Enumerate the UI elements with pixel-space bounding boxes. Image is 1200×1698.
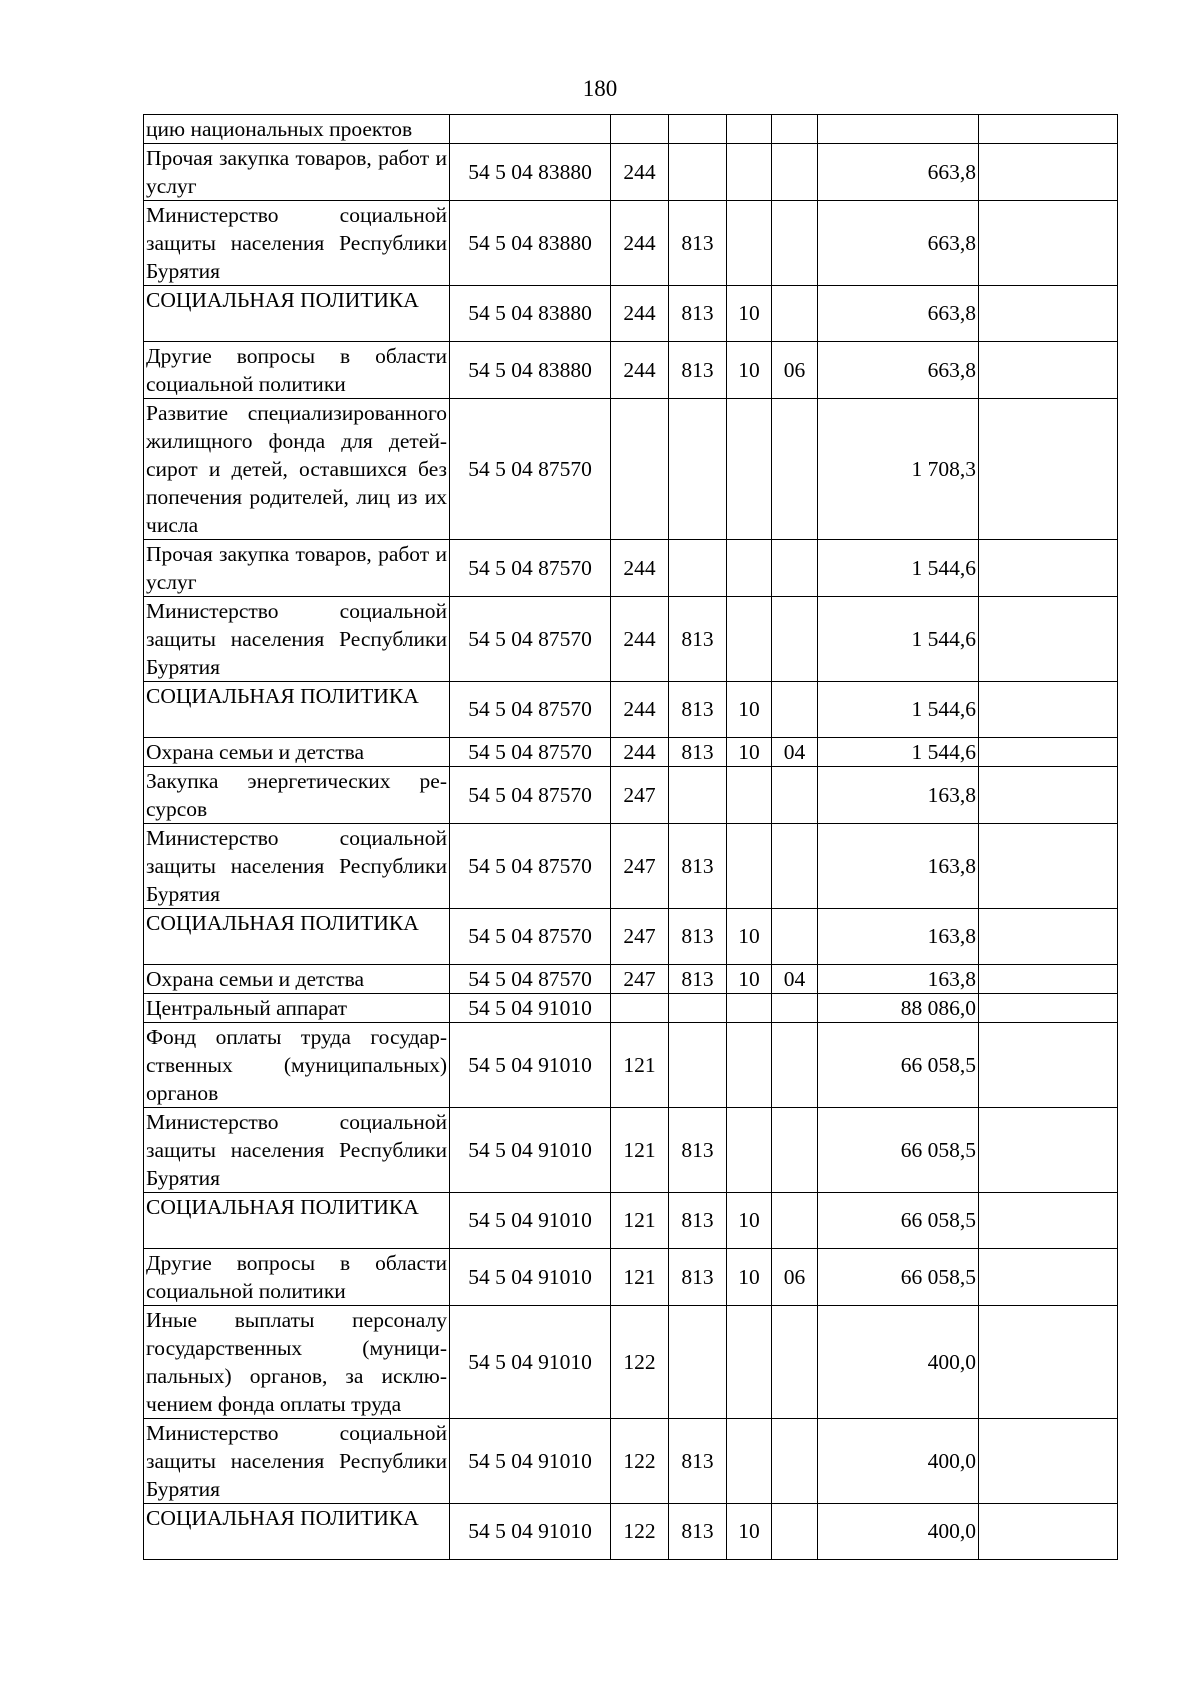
cell-extra [979, 1023, 1118, 1108]
cell-name: СОЦИАЛЬНАЯ ПОЛИТИКА [144, 286, 450, 342]
cell-pr [772, 115, 818, 144]
cell-sum: 1 544,6 [818, 682, 979, 738]
cell-code: 54 5 04 87570 [450, 597, 611, 682]
cell-name: Министерство социальной защиты населения Республики Бурятия [144, 201, 450, 286]
cell-extra [979, 540, 1118, 597]
table-body [144, 115, 1118, 1560]
cell-code: 54 5 04 87570 [450, 965, 611, 994]
cell-pr [772, 1193, 818, 1249]
cell-ved [669, 1023, 727, 1108]
cell-vr [611, 115, 669, 144]
cell-extra [979, 1108, 1118, 1193]
table-row [144, 1193, 1118, 1249]
table-row [144, 115, 1118, 144]
cell-name: Фонд оплаты труда государственных (муниципальных) органов [144, 1023, 450, 1108]
cell-vr: 244 [611, 342, 669, 399]
cell-ved [669, 144, 727, 201]
cell-code: 54 5 04 87570 [450, 540, 611, 597]
cell-sum: 66 058,5 [818, 1193, 979, 1249]
cell-sum: 88 086,0 [818, 994, 979, 1023]
cell-ved: 813 [669, 1249, 727, 1306]
cell-sum: 1 708,3 [818, 399, 979, 540]
cell-name: Прочая закупка товаров, работ и услуг [144, 144, 450, 201]
page-number: 180 [582, 76, 618, 101]
cell-sum: 663,8 [818, 144, 979, 201]
cell-code: 54 5 04 91010 [450, 1249, 611, 1306]
cell-rz [727, 399, 772, 540]
cell-vr: 121 [611, 1193, 669, 1249]
cell-ved [669, 767, 727, 824]
cell-extra [979, 597, 1118, 682]
cell-ved: 813 [669, 909, 727, 965]
cell-name: СОЦИАЛЬНАЯ ПОЛИТИКА [144, 682, 450, 738]
cell-extra [979, 909, 1118, 965]
cell-rz: 10 [727, 1193, 772, 1249]
cell-code: 54 5 04 91010 [450, 1419, 611, 1504]
cell-name: Министерство социальной защиты населения Республики Бурятия [144, 824, 450, 909]
cell-name: Другие вопросы в области социальной политики [144, 342, 450, 399]
table-row [144, 1108, 1118, 1193]
cell-pr [772, 824, 818, 909]
cell-ved [669, 115, 727, 144]
cell-rz [727, 144, 772, 201]
cell-code: 54 5 04 87570 [450, 399, 611, 540]
cell-rz [727, 1023, 772, 1108]
cell-rz [727, 115, 772, 144]
cell-code: 54 5 04 91010 [450, 994, 611, 1023]
cell-rz: 10 [727, 1504, 772, 1560]
cell-code: 54 5 04 87570 [450, 738, 611, 767]
cell-extra [979, 342, 1118, 399]
cell-rz: 10 [727, 738, 772, 767]
cell-code: 54 5 04 83880 [450, 201, 611, 286]
cell-pr [772, 994, 818, 1023]
cell-pr [772, 286, 818, 342]
cell-vr: 244 [611, 540, 669, 597]
cell-pr [772, 682, 818, 738]
cell-vr: 121 [611, 1023, 669, 1108]
cell-ved: 813 [669, 682, 727, 738]
cell-vr [611, 994, 669, 1023]
cell-extra [979, 115, 1118, 144]
table-row [144, 1419, 1118, 1504]
cell-extra [979, 399, 1118, 540]
cell-vr: 247 [611, 909, 669, 965]
cell-name: СОЦИАЛЬНАЯ ПОЛИТИКА [144, 1504, 450, 1560]
cell-vr: 247 [611, 824, 669, 909]
cell-code: 54 5 04 87570 [450, 682, 611, 738]
cell-name: Иные выплаты персоналу государственных (муниципальных) органов, за исключением фонда оплаты труда [144, 1306, 450, 1419]
cell-pr: 04 [772, 965, 818, 994]
cell-sum: 163,8 [818, 824, 979, 909]
cell-name: Министерство социальной защиты населения Республики Бурятия [144, 597, 450, 682]
cell-pr [772, 540, 818, 597]
cell-extra [979, 1504, 1118, 1560]
cell-vr: 244 [611, 201, 669, 286]
table-row [144, 201, 1118, 286]
table-row [144, 286, 1118, 342]
cell-rz: 10 [727, 342, 772, 399]
cell-code: 54 5 04 91010 [450, 1023, 611, 1108]
cell-ved: 813 [669, 1193, 727, 1249]
cell-rz [727, 994, 772, 1023]
cell-sum: 66 058,5 [818, 1249, 979, 1306]
cell-ved: 813 [669, 201, 727, 286]
cell-vr [611, 399, 669, 540]
cell-pr [772, 1023, 818, 1108]
cell-vr: 244 [611, 738, 669, 767]
cell-vr: 247 [611, 965, 669, 994]
cell-code: 54 5 04 87570 [450, 909, 611, 965]
cell-rz: 10 [727, 909, 772, 965]
cell-extra [979, 144, 1118, 201]
table-row [144, 144, 1118, 201]
cell-ved: 813 [669, 342, 727, 399]
cell-extra [979, 767, 1118, 824]
cell-ved: 813 [669, 597, 727, 682]
table-row [144, 1504, 1118, 1560]
cell-sum: 1 544,6 [818, 540, 979, 597]
table-row [144, 597, 1118, 682]
cell-rz: 10 [727, 286, 772, 342]
table-row [144, 1306, 1118, 1419]
cell-ved [669, 399, 727, 540]
cell-ved: 813 [669, 286, 727, 342]
cell-pr [772, 399, 818, 540]
cell-pr [772, 144, 818, 201]
cell-pr: 06 [772, 1249, 818, 1306]
cell-code: 54 5 04 91010 [450, 1193, 611, 1249]
table-row [144, 540, 1118, 597]
budget-table [143, 114, 1118, 1560]
table-row [144, 342, 1118, 399]
cell-sum: 400,0 [818, 1504, 979, 1560]
cell-rz [727, 1108, 772, 1193]
cell-sum: 663,8 [818, 201, 979, 286]
cell-name: Закупка энергетических ресурсов [144, 767, 450, 824]
cell-code: 54 5 04 87570 [450, 767, 611, 824]
cell-sum: 400,0 [818, 1306, 979, 1419]
cell-code: 54 5 04 91010 [450, 1306, 611, 1419]
table-row [144, 994, 1118, 1023]
cell-pr [772, 1419, 818, 1504]
cell-pr: 06 [772, 342, 818, 399]
cell-rz [727, 1419, 772, 1504]
cell-code: 54 5 04 87570 [450, 824, 611, 909]
cell-extra [979, 201, 1118, 286]
cell-pr [772, 1504, 818, 1560]
cell-extra [979, 286, 1118, 342]
table-row [144, 399, 1118, 540]
cell-extra [979, 824, 1118, 909]
cell-name: Министерство социальной защиты населения Республики Бурятия [144, 1108, 450, 1193]
cell-sum: 1 544,6 [818, 738, 979, 767]
cell-sum [818, 115, 979, 144]
cell-sum: 163,8 [818, 909, 979, 965]
cell-pr [772, 597, 818, 682]
cell-code: 54 5 04 83880 [450, 144, 611, 201]
cell-sum: 66 058,5 [818, 1108, 979, 1193]
cell-name: СОЦИАЛЬНАЯ ПОЛИТИКА [144, 909, 450, 965]
cell-ved: 813 [669, 738, 727, 767]
cell-ved: 813 [669, 965, 727, 994]
cell-pr [772, 909, 818, 965]
cell-extra [979, 1193, 1118, 1249]
cell-pr [772, 1306, 818, 1419]
cell-code [450, 115, 611, 144]
cell-sum: 663,8 [818, 342, 979, 399]
cell-name: Центральный аппарат [144, 994, 450, 1023]
cell-rz: 10 [727, 1249, 772, 1306]
cell-extra [979, 738, 1118, 767]
cell-vr: 122 [611, 1504, 669, 1560]
cell-pr [772, 1108, 818, 1193]
cell-vr: 244 [611, 144, 669, 201]
cell-vr: 244 [611, 597, 669, 682]
cell-ved [669, 994, 727, 1023]
cell-name: Прочая закупка товаров, работ и услуг [144, 540, 450, 597]
cell-extra [979, 682, 1118, 738]
cell-name: цию национальных проектов [144, 115, 450, 144]
cell-ved: 813 [669, 1504, 727, 1560]
cell-rz: 10 [727, 965, 772, 994]
cell-pr: 04 [772, 738, 818, 767]
cell-extra [979, 994, 1118, 1023]
cell-rz [727, 767, 772, 824]
table-row [144, 682, 1118, 738]
cell-sum: 163,8 [818, 767, 979, 824]
cell-vr: 244 [611, 286, 669, 342]
cell-sum: 66 058,5 [818, 1023, 979, 1108]
cell-extra [979, 965, 1118, 994]
cell-code: 54 5 04 91010 [450, 1504, 611, 1560]
cell-ved: 813 [669, 1108, 727, 1193]
cell-vr: 247 [611, 767, 669, 824]
cell-sum: 663,8 [818, 286, 979, 342]
cell-code: 54 5 04 91010 [450, 1108, 611, 1193]
table-row [144, 738, 1118, 767]
cell-sum: 1 544,6 [818, 597, 979, 682]
cell-vr: 122 [611, 1419, 669, 1504]
cell-vr: 121 [611, 1249, 669, 1306]
cell-rz [727, 540, 772, 597]
cell-rz [727, 1306, 772, 1419]
cell-ved [669, 540, 727, 597]
table-row [144, 1249, 1118, 1306]
cell-rz [727, 597, 772, 682]
cell-name: Министерство социальной защиты населения Республики Бурятия [144, 1419, 450, 1504]
cell-code: 54 5 04 83880 [450, 342, 611, 399]
cell-rz: 10 [727, 682, 772, 738]
cell-name: Развитие специализированного жилищного фонда для детей-сирот и детей, оставшихся без попечения родителей, лиц из их числа [144, 399, 450, 540]
cell-extra [979, 1306, 1118, 1419]
cell-code: 54 5 04 83880 [450, 286, 611, 342]
cell-vr: 122 [611, 1306, 669, 1419]
cell-pr [772, 201, 818, 286]
cell-name: Другие вопросы в области социальной политики [144, 1249, 450, 1306]
cell-name: СОЦИАЛЬНАЯ ПОЛИТИКА [144, 1193, 450, 1249]
cell-ved: 813 [669, 824, 727, 909]
table-row [144, 824, 1118, 909]
table-row [144, 909, 1118, 965]
cell-name: Охрана семьи и детства [144, 738, 450, 767]
cell-ved [669, 1306, 727, 1419]
cell-vr: 244 [611, 682, 669, 738]
cell-extra [979, 1249, 1118, 1306]
cell-ved: 813 [669, 1419, 727, 1504]
table-row [144, 1023, 1118, 1108]
cell-vr: 121 [611, 1108, 669, 1193]
cell-name: Охрана семьи и детства [144, 965, 450, 994]
cell-rz [727, 824, 772, 909]
cell-extra [979, 1419, 1118, 1504]
cell-sum: 163,8 [818, 965, 979, 994]
table-row [144, 767, 1118, 824]
cell-rz [727, 201, 772, 286]
cell-pr [772, 767, 818, 824]
table-row [144, 965, 1118, 994]
cell-sum: 400,0 [818, 1419, 979, 1504]
